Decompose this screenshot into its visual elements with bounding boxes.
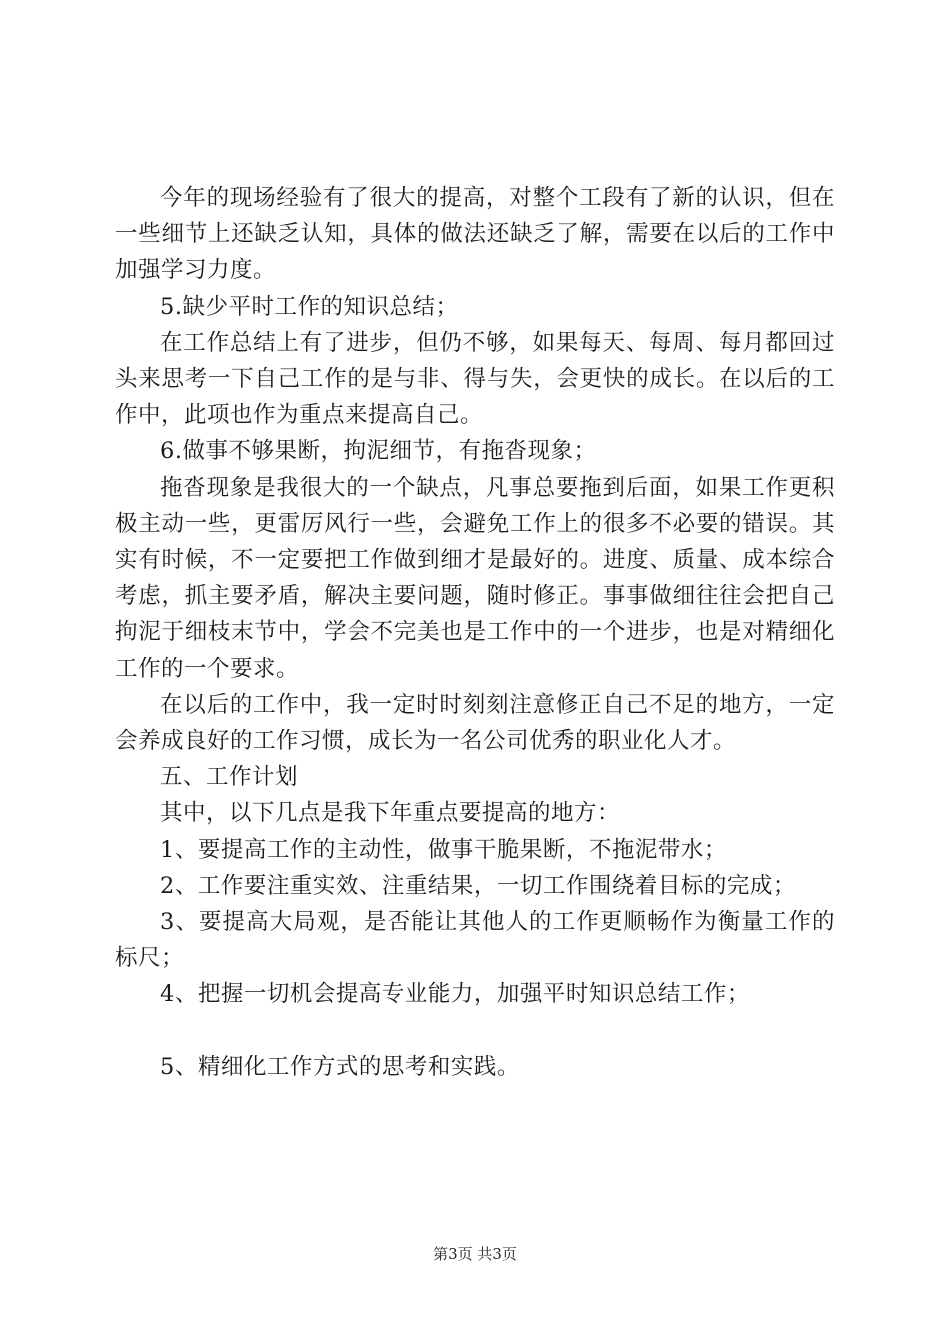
- section-heading-work-plan: 五、工作计划: [160, 764, 299, 791]
- heading-item-6: 6.做事不够果断，拘泥细节，有拖沓现象；: [160, 438, 597, 465]
- paragraph-procrastination: 拖沓现象是我很大的一个缺点，凡事总要拖到后面，如果工作更积极主动一些，更雷厉风行一些，会避免工作上的很多不必要的错误。其实有时候，不一定要把工作做到细才是最好的。进度、质量、成本综合考虑，抓主要矛盾，解决主要问题，随时修正。事事做细往往会把自己拘泥于细枝末节中，学会不完美也是工作中的一个进步，也是对精细化工作的一个要求。: [115, 474, 835, 682]
- plan-item-2: 2、工作要注重实效、注重结果，一切工作围绕着目标的完成；: [160, 872, 796, 899]
- paragraph-experience: 今年的现场经验有了很大的提高，对整个工段有了新的认识，但在一些细节上还缺乏认知，具体的做法还缺乏了解，需要在以后的工作中加强学习力度。: [115, 185, 835, 284]
- paragraph-future: 在以后的工作中，我一定时时刻刻注意修正自己不足的地方，一定会养成良好的工作习惯，成长为一名公司优秀的职业化人才。: [115, 691, 835, 755]
- plan-item-3: 3、要提高大局观，是否能让其他人的工作更顺畅作为衡量工作的标尺；: [115, 909, 835, 972]
- document-body: [115, 180, 835, 1085]
- plan-item-4: 4、把握一切机会提高专业能力，加强平时知识总结工作；: [160, 981, 750, 1008]
- paragraph-summary: 在工作总结上有了进步，但仍不够，如果每天、每周、每月都回过头来思考一下自己工作的是与非、得与失，会更快的成长。在以后的工作中，此项也作为重点来提高自己。: [115, 329, 835, 429]
- page-footer: 第3页 共3页: [433, 1245, 517, 1263]
- paragraph-plan-intro: 其中，以下几点是我下年重点要提高的地方：: [160, 800, 621, 827]
- heading-item-5: 5.缺少平时工作的知识总结；: [160, 293, 459, 320]
- plan-item-1: 1、要提高工作的主动性，做事干脆果断，不拖泥带水；: [160, 836, 727, 863]
- plan-item-5: 5、精细化工作方式的思考和实践。: [160, 1053, 520, 1080]
